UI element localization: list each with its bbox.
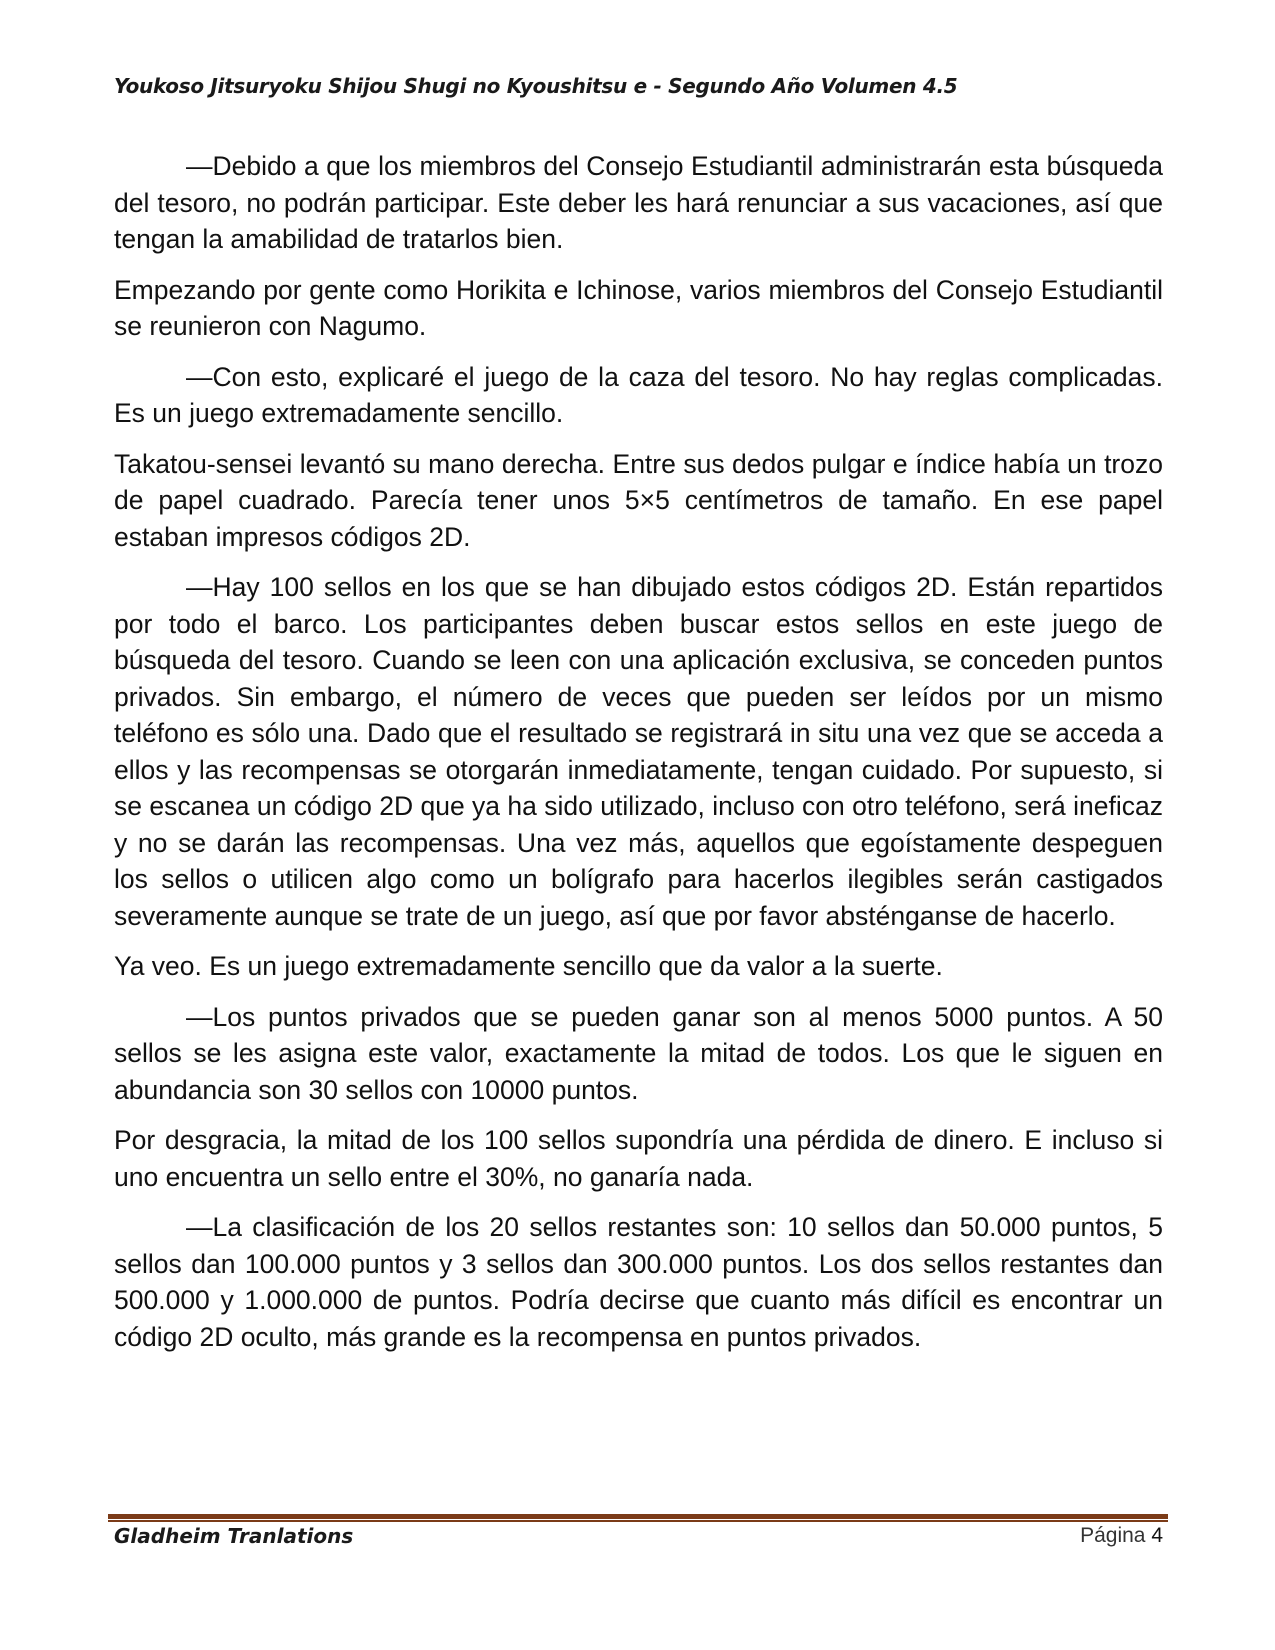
paragraph: Por desgracia, la mitad de los 100 sellos supondría una pérdida de dinero. E incluso si uno encuentra un sello entre el 30%, no ganaría nada. bbox=[114, 1125, 1163, 1192]
paragraph: —Con esto, explicaré el juego de la caza del tesoro. No hay reglas complicadas. Es un juego extremadamente sencillo. bbox=[114, 361, 1163, 428]
page-number: 4 bbox=[1151, 1524, 1163, 1547]
paragraph: —Hay 100 sellos en los que se han dibujado estos códigos 2D. Están repartidos por todo el barco. Los participantes deben buscar estos sellos en este juego de búsqueda del tesoro. Cuando se leen con una aplicación exclusiva, se conceden puntos privados. Sin embargo, el número de veces que pueden ser leídos por un mismo teléfono es sólo una. Dado que el resultado se registrará in situ una vez que se acceda a ellos y las recompensas se otorgarán inmediatamente, tengan cuidado. Por supuesto, si se escanea un código 2D que ya ha sido utilizado, incluso con otro teléfono, será ineficaz y no se darán las recompensas. Una vez más, aquellos que egoístamente despeguen los sellos o utilicen algo como un bolígrafo para hacerlos ilegibles serán castigados severamente aunque se trate de un juego, así que por favor absténganse de hacerlo. bbox=[114, 572, 1163, 931]
footer-translator-credit: Gladheim Tranlations bbox=[114, 1524, 354, 1548]
page-label: Página bbox=[1080, 1524, 1146, 1547]
page-header-title: Youkoso Jitsuryoku Shijou Shugi no Kyoushitsu e - Segundo Año Volumen 4.5 bbox=[114, 74, 958, 98]
paragraph: Takatou-sensei levantó su mano derecha. Entre sus dedos pulgar e índice había un trozo de papel cuadrado. Parecía tener unos 5×5 centímetros de tamaño. En ese papel estaban impresos códigos 2D. bbox=[114, 448, 1163, 552]
paragraph: —Los puntos privados que se pueden ganar son al menos 5000 puntos. A 50 sellos se les asigna este valor, exactamente la mitad de todos. Los que le siguen en abundancia son 30 sellos con 10000 puntos. bbox=[114, 1001, 1163, 1105]
paragraph: —La clasificación de los 20 sellos restantes son: 10 sellos dan 50.000 puntos, 5 sellos dan 100.000 puntos y 3 sellos dan 300.000 puntos. Los dos sellos restantes dan 500.000 y 1.000.000 de puntos. Podría decirse que cuanto más difícil es encontrar un código 2D oculto, más grande es la recompensa en puntos privados. bbox=[114, 1212, 1163, 1352]
paragraph: Empezando por gente como Horikita e Ichinose, varios miembros del Consejo Estudiantil se reunieron con Nagumo. bbox=[114, 274, 1163, 341]
page-body bbox=[114, 148, 1163, 1369]
paragraph: Ya veo. Es un juego extremadamente sencillo que da valor a la suerte. bbox=[114, 951, 943, 981]
page-number-label bbox=[1080, 1524, 1163, 1548]
paragraph: —Debido a que los miembros del Consejo Estudiantil administrarán esta búsqueda del tesoro, no podrán participar. Este deber les hará renunciar a sus vacaciones, así que tengan la amabilidad de tratarlos bien. bbox=[114, 151, 1163, 254]
